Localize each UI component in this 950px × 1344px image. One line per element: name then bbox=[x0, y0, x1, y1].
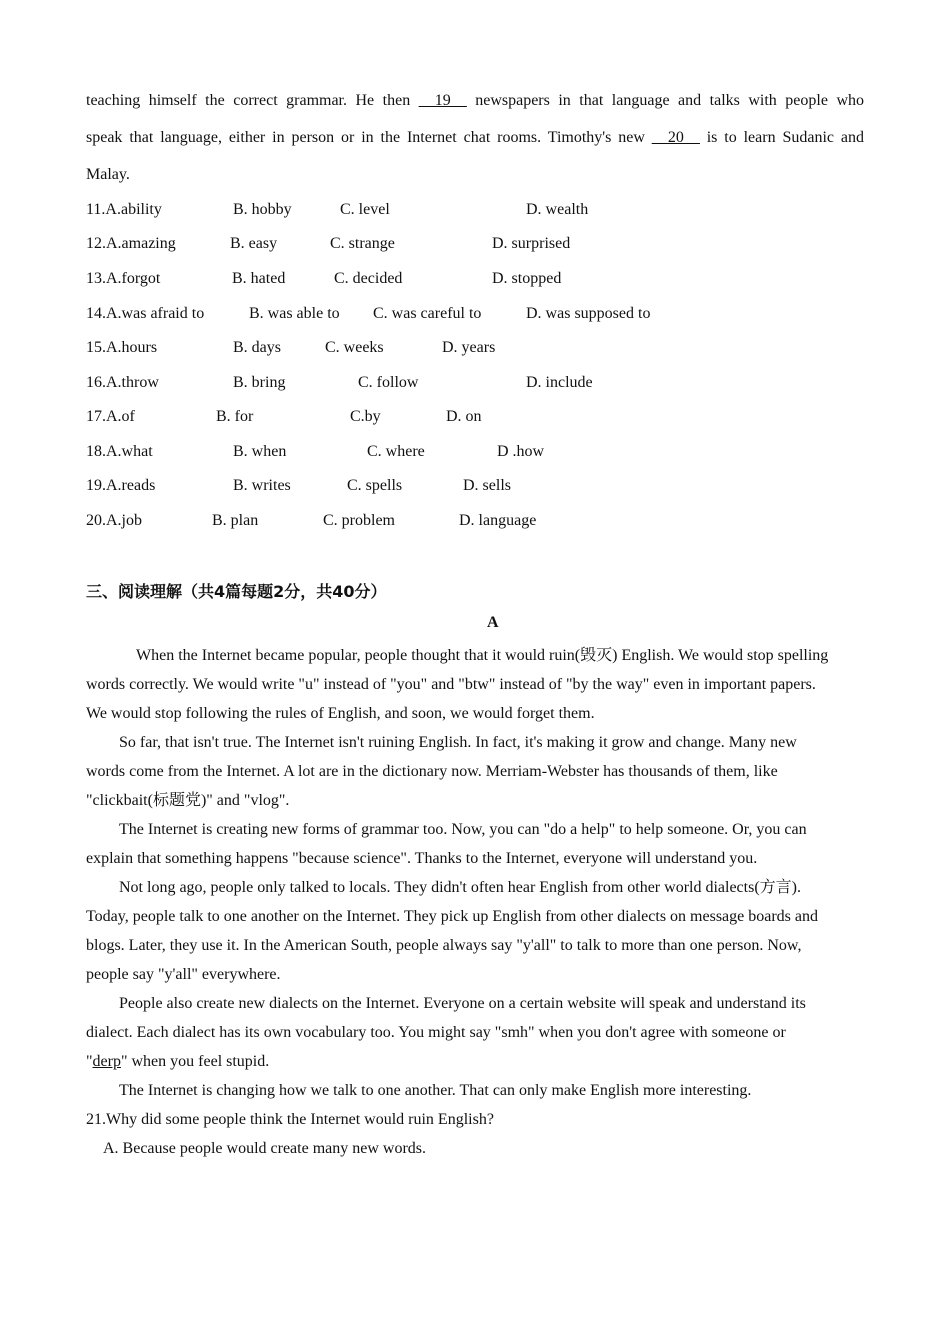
option-c: C. spells bbox=[347, 477, 403, 494]
passage-line: "clickbait(标题党)" and "vlog". bbox=[86, 792, 290, 809]
option-a: 20.A.job bbox=[86, 512, 142, 529]
option-d: D. include bbox=[526, 374, 593, 391]
option-c: C. weeks bbox=[325, 339, 384, 356]
section-heading: 三、阅读理解（共4篇每题2分，共40分） bbox=[86, 582, 387, 601]
option-a: 13.A.forgot bbox=[86, 270, 161, 287]
option-a: 14.A.was afraid to bbox=[86, 305, 205, 322]
option-d: D. on bbox=[446, 408, 482, 425]
passage-line: The Internet is creating new forms of grammar too. Now, you can "do a help" to help someone. Or, you can bbox=[119, 821, 807, 838]
option-a: 11.A.ability bbox=[86, 201, 162, 218]
option-d: D. language bbox=[459, 512, 537, 529]
option-c: C. where bbox=[367, 443, 425, 460]
option-c: C. decided bbox=[334, 270, 403, 287]
passage-line: We would stop following the rules of English, and soon, we would forget them. bbox=[86, 705, 595, 722]
option-c: C. strange bbox=[330, 235, 395, 252]
cloze-text: speak that language, either in person or in the Internet chat rooms. Timothy's new bbox=[86, 129, 652, 146]
option-c: C.by bbox=[350, 408, 381, 425]
passage-text: " when you feel stupid. bbox=[120, 1053, 270, 1070]
option-d: D .how bbox=[497, 443, 545, 460]
passage-text: " bbox=[86, 1053, 93, 1070]
passage-line: explain that something happens "because science". Thanks to the Internet, everyone will understand you. bbox=[86, 850, 758, 867]
passage-line: People also create new dialects on the Internet. Everyone on a certain website will speak and understand its bbox=[119, 995, 806, 1012]
cloze-text: is to learn Sudanic and bbox=[699, 129, 864, 146]
option-a: 15.A.hours bbox=[86, 339, 158, 356]
passage-line: Today, people talk to one another on the Internet. They pick up English from other dialects on message boards and bbox=[86, 908, 819, 925]
option-b: B. bring bbox=[233, 374, 286, 391]
passage-line: people say "y'all" everywhere. bbox=[86, 966, 281, 983]
passage-line: The Internet is changing how we talk to one another. That can only make English more interesting. bbox=[119, 1082, 752, 1099]
option-d: D. stopped bbox=[492, 270, 562, 287]
cloze-line-2 bbox=[86, 128, 864, 148]
option-b: B. easy bbox=[230, 235, 278, 252]
option-b: B. days bbox=[233, 339, 281, 356]
option-b: B. when bbox=[233, 443, 287, 460]
passage-line: When the Internet became popular, people thought that it would ruin(毁灭) English. We would stop spelling bbox=[136, 647, 829, 664]
option-d: D. was supposed to bbox=[526, 305, 651, 322]
passage-line: So far, that isn't true. The Internet isn't ruining English. In fact, it's making it grow and change. Many new bbox=[119, 734, 797, 751]
option-d: D. sells bbox=[463, 477, 511, 494]
option-b: B. was able to bbox=[249, 305, 340, 322]
blank-19: __19__ bbox=[418, 92, 467, 109]
option-a: 19.A.reads bbox=[86, 477, 156, 494]
option-b: B. writes bbox=[233, 477, 291, 494]
passage-line: words come from the Internet. A lot are in the dictionary now. Merriam-Webster has thousands of them, like bbox=[86, 763, 778, 780]
option-b: B. for bbox=[216, 408, 254, 425]
question-21-stem: 21.Why did some people think the Internet would ruin English? bbox=[86, 1111, 494, 1128]
passage-label: A bbox=[487, 614, 499, 631]
option-b: B. hobby bbox=[233, 201, 292, 218]
passage-line: dialect. Each dialect has its own vocabulary too. You might say "smh" when you don't agree with someone or bbox=[86, 1024, 786, 1041]
option-b: B. plan bbox=[212, 512, 259, 529]
passage-line: Not long ago, people only talked to locals. They didn't often hear English from other world dialects(方言). bbox=[119, 879, 801, 896]
passage-line: words correctly. We would write "u" instead of "you" and "btw" instead of "by the way" even in important papers. bbox=[86, 676, 816, 693]
cloze-line-1 bbox=[86, 91, 864, 111]
option-d: D. wealth bbox=[526, 201, 589, 218]
option-d: D. years bbox=[442, 339, 496, 356]
underlined-word: derp bbox=[92, 1053, 121, 1070]
option-a: 16.A.throw bbox=[86, 374, 159, 391]
option-b: B. hated bbox=[232, 270, 286, 287]
cloze-text: newspapers in that language and talks with people who bbox=[466, 92, 865, 109]
option-a: 18.A.what bbox=[86, 443, 153, 460]
cloze-text: teaching himself the correct grammar. He then bbox=[86, 92, 419, 109]
option-a: 12.A.amazing bbox=[86, 235, 176, 252]
option-c: C. problem bbox=[323, 512, 395, 529]
option-a: 17.A.of bbox=[86, 408, 135, 425]
option-c: C. follow bbox=[358, 374, 419, 391]
question-21-option-a: A. Because people would create many new words. bbox=[103, 1140, 426, 1157]
option-c: C. level bbox=[340, 201, 390, 218]
passage-line: blogs. Later, they use it. In the American South, people always say "y'all" to talk to more than one person. Now, bbox=[86, 937, 802, 954]
blank-20: __20__ bbox=[651, 129, 700, 146]
option-d: D. surprised bbox=[492, 235, 571, 252]
cloze-line-3: Malay. bbox=[86, 166, 130, 183]
passage-line bbox=[86, 1052, 269, 1072]
option-c: C. was careful to bbox=[373, 305, 482, 322]
